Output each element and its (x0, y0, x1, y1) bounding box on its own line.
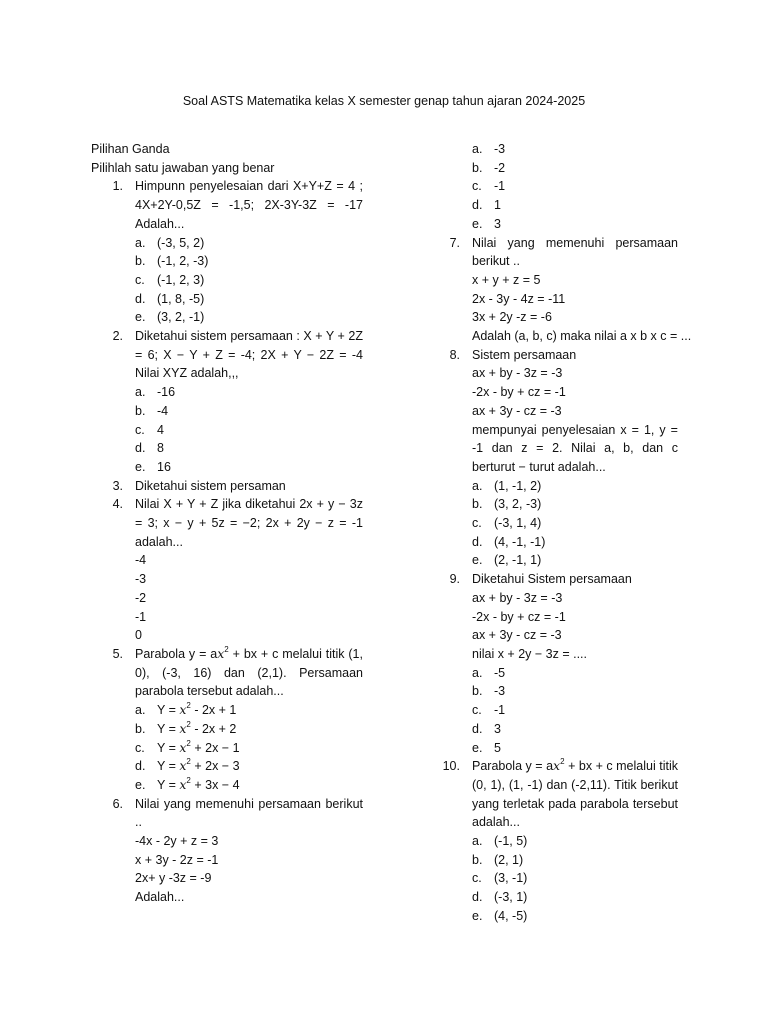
option-letter: b. (472, 852, 483, 867)
question-number: 4. (112, 497, 123, 512)
variable-x: x (553, 758, 561, 774)
option-text: -1 (494, 703, 506, 718)
option-letter: e. (472, 553, 483, 568)
answer-choice: 0 (135, 628, 142, 643)
option-b (135, 252, 363, 271)
option-letter: c. (135, 422, 145, 437)
option-text: Y = (157, 777, 180, 792)
text-part: + bx + c melalui titik (0, 1), (1, -1) dan (-2,11). Titik berikut yang terletak pada parabola tersebut adalah... (472, 759, 678, 830)
equation-line: -2x - by + cz = -1 (472, 609, 566, 624)
option-letter: c. (472, 871, 482, 886)
variable-x: x (179, 758, 187, 774)
option-text: (-3, 5, 2) (157, 235, 205, 250)
question-number: 1. (112, 179, 123, 194)
option-d (472, 196, 678, 215)
option-letter: d. (472, 198, 483, 213)
option-letter: b. (135, 254, 146, 269)
option-text: -5 (494, 665, 506, 680)
question-number: 7. (449, 235, 460, 250)
question-number: 6. (112, 796, 123, 811)
option-c (135, 739, 363, 758)
page-title: Soal ASTS Matematika kelas X semester genap tahun ajaran 2024-2025 (182, 94, 586, 108)
question-9 (428, 570, 678, 757)
question-4 (91, 495, 363, 645)
option-c (472, 177, 678, 196)
option-e (472, 907, 678, 926)
equation-line: x + y + z = 5 (472, 272, 541, 287)
option-d (135, 757, 363, 776)
option-letter: b. (472, 684, 483, 699)
option-text: (-1, 5) (494, 834, 528, 849)
option-text: (2, -1, 1) (494, 553, 542, 568)
exponent: 2 (186, 719, 191, 729)
option-d (472, 720, 678, 739)
option-letter: c. (472, 703, 482, 718)
question-2 (91, 327, 363, 477)
section-heading: Pilihan Ganda (91, 142, 170, 156)
option-e (472, 551, 678, 570)
option-letter: d. (135, 441, 146, 456)
option-text: Y = (157, 759, 180, 774)
exponent: 2 (186, 757, 191, 767)
option-b (472, 682, 678, 701)
equation-line: Adalah... (135, 890, 185, 905)
option-b (472, 495, 678, 514)
option-text: -1 (494, 179, 506, 194)
right-column (428, 140, 692, 926)
option-letter: d. (472, 721, 483, 736)
equation-line: Adalah (a, b, c) maka nilai a x b x c = ... (472, 329, 692, 344)
question-number: 3. (112, 478, 123, 493)
option-b (135, 720, 363, 739)
option-text: -4 (157, 403, 169, 418)
question-10 (428, 757, 678, 925)
answer-choice: -2 (135, 590, 147, 605)
question-1 (91, 177, 363, 327)
instruction: Pilihlah satu jawaban yang benar (91, 160, 275, 175)
question-text: Himpunn penyelesaian dari X+Y+Z = 4 ; 4X+2Y-0,5Z = -1,5; 2X-3Y-3Z = -17 Adalah... (135, 179, 363, 231)
question-text: Diketahui sistem persamaan : X + Y + 2Z = 6; X − Y + Z = -4; 2X + Y − 2Z = -4 Nilai XYZ adalah,,, (135, 329, 363, 381)
option-letter: e. (135, 310, 146, 325)
option-letter: a. (472, 834, 483, 849)
option-text: 4 (157, 422, 164, 437)
question-number: 2. (112, 329, 123, 344)
equation-line: -2x - by + cz = -1 (472, 385, 566, 400)
option-b (472, 159, 678, 178)
option-letter: d. (472, 890, 483, 905)
option-a (472, 832, 678, 851)
exponent: 2 (186, 775, 191, 785)
option-text: 3 (494, 216, 501, 231)
option-text: -2 (494, 160, 506, 175)
variable-x: x (179, 702, 187, 718)
equation-line: x + 3y - 2z = -1 (135, 852, 219, 867)
option-text: + 2x − 1 (190, 740, 240, 755)
option-text: (4, -5) (494, 908, 528, 923)
option-e (135, 308, 363, 327)
equation-line: 2x - 3y - 4z = -11 (472, 291, 566, 306)
option-text: (3, -1) (494, 871, 528, 886)
option-d (472, 533, 678, 552)
equation-line: 3x + 2y -z = -6 (472, 310, 552, 325)
option-e (135, 776, 363, 795)
option-text: -3 (494, 142, 506, 156)
equation-line: -4x - 2y + z = 3 (135, 834, 219, 849)
equation-line: nilai x + 2y − 3z = .... (472, 646, 587, 661)
option-letter: e. (472, 740, 483, 755)
option-text: - 2x + 2 (190, 721, 237, 736)
equation-line: ax + by - 3z = -3 (472, 366, 563, 381)
question-5 (91, 645, 363, 795)
option-letter: e. (472, 216, 483, 231)
option-e (472, 739, 678, 758)
option-text: 5 (494, 740, 501, 755)
question-number: 8. (449, 347, 460, 362)
option-c (135, 271, 363, 290)
option-d (472, 888, 678, 907)
option-text: Y = (157, 721, 180, 736)
left-column (91, 140, 363, 907)
option-letter: d. (135, 291, 146, 306)
option-text: Y = (157, 703, 180, 718)
option-letter: d. (472, 534, 483, 549)
question-text (135, 645, 363, 701)
option-text: -16 (157, 385, 176, 400)
option-d (135, 290, 363, 309)
option-b (472, 851, 678, 870)
option-e (135, 458, 363, 477)
option-letter: d. (135, 759, 146, 774)
option-letter: b. (472, 497, 483, 512)
question-3 (91, 477, 363, 496)
option-letter: b. (135, 721, 146, 736)
option-letter: c. (135, 740, 145, 755)
question-text: Nilai yang memenuhi persamaan berikut .. (135, 796, 363, 830)
equation-line: ax + by - 3z = -3 (472, 590, 563, 605)
question-number: 10. (442, 759, 460, 774)
option-text: (-3, 1) (494, 890, 528, 905)
option-letter: a. (472, 478, 483, 493)
equation-line: ax + 3y - cz = -3 (472, 403, 562, 418)
option-letter: a. (135, 235, 146, 250)
option-c (135, 421, 363, 440)
variable-x: x (179, 739, 187, 755)
option-c (472, 869, 678, 888)
option-text: 3 (494, 721, 501, 736)
question-8 (428, 346, 678, 570)
option-text: (4, -1, -1) (494, 534, 546, 549)
option-text: (-1, 2, 3) (157, 272, 205, 287)
option-letter: e. (135, 777, 146, 792)
option-c (472, 514, 678, 533)
option-text: - 2x + 1 (190, 703, 237, 718)
option-a (472, 664, 678, 683)
question-6-options (428, 140, 678, 234)
question-text: Nilai X + Y + Z jika diketahui 2x + y − 3z = 3; x − y + 5z = −2; 2x + 2y − z = -1 adalah... (135, 497, 363, 549)
answer-choice: -1 (135, 609, 147, 624)
option-letter: a. (472, 665, 483, 680)
option-text: + 2x − 3 (190, 759, 240, 774)
question-text: mempunyai penyelesaian x = 1, y = -1 dan z = 2. Nilai a, b, dan c berturut − turut adalah... (472, 422, 678, 474)
question-number: 5. (112, 646, 123, 661)
exponent: 2 (560, 757, 565, 767)
option-letter: c. (135, 272, 145, 287)
option-text: + 3x − 4 (190, 777, 240, 792)
option-letter: b. (472, 160, 483, 175)
option-c (472, 701, 678, 720)
exponent: 2 (224, 644, 229, 654)
question-text: Sistem persamaan (472, 347, 577, 362)
answer-choice: -3 (135, 572, 147, 587)
option-text: -3 (494, 684, 506, 699)
exponent: 2 (186, 738, 191, 748)
option-d (135, 439, 363, 458)
exponent: 2 (186, 701, 191, 711)
option-a (135, 234, 363, 253)
option-letter: b. (135, 403, 146, 418)
question-number: 9. (449, 572, 460, 587)
question-6 (91, 795, 363, 907)
text-part: Parabola y = a (472, 759, 554, 774)
question-7 (428, 234, 692, 346)
option-text: (1, 8, -5) (157, 291, 205, 306)
variable-x: x (179, 720, 187, 736)
option-text: (3, 2, -3) (494, 497, 542, 512)
equation-line: ax + 3y - cz = -3 (472, 628, 562, 643)
option-letter: a. (135, 703, 146, 718)
option-letter: a. (135, 385, 146, 400)
text-part: Parabola y = a (135, 646, 218, 661)
option-letter: a. (472, 142, 483, 156)
option-letter: e. (472, 908, 483, 923)
option-text: (2, 1) (494, 852, 524, 867)
question-text: Nilai yang memenuhi persamaan berikut .. (472, 235, 678, 269)
question-text: Diketahui sistem persaman (135, 478, 286, 493)
option-a (135, 701, 363, 720)
option-a (472, 477, 678, 496)
option-text: (1, -1, 2) (494, 478, 542, 493)
option-b (135, 402, 363, 421)
option-letter: c. (472, 179, 482, 194)
variable-x: x (179, 776, 187, 792)
text-part: + bx + c melalui titik (1, 0), (-3, 16) dan (2,1). Persamaan parabola tersebut adalah... (135, 646, 363, 699)
option-a (472, 140, 678, 159)
option-text: (-3, 1, 4) (494, 516, 542, 531)
question-text: Diketahui Sistem persamaan (472, 572, 632, 587)
option-letter: c. (472, 516, 482, 531)
option-text: 1 (494, 198, 501, 213)
option-text: Y = (157, 740, 180, 755)
option-text: 16 (157, 459, 171, 474)
option-letter: e. (135, 459, 146, 474)
option-e (472, 215, 678, 234)
answer-choice: -4 (135, 553, 147, 568)
option-a (135, 383, 363, 402)
option-text: 8 (157, 441, 164, 456)
equation-line: 2x+ y -3z = -9 (135, 871, 212, 886)
variable-x: x (217, 645, 225, 661)
option-text: (-1, 2, -3) (157, 254, 209, 269)
question-text (472, 757, 678, 832)
option-text: (3, 2, -1) (157, 310, 205, 325)
